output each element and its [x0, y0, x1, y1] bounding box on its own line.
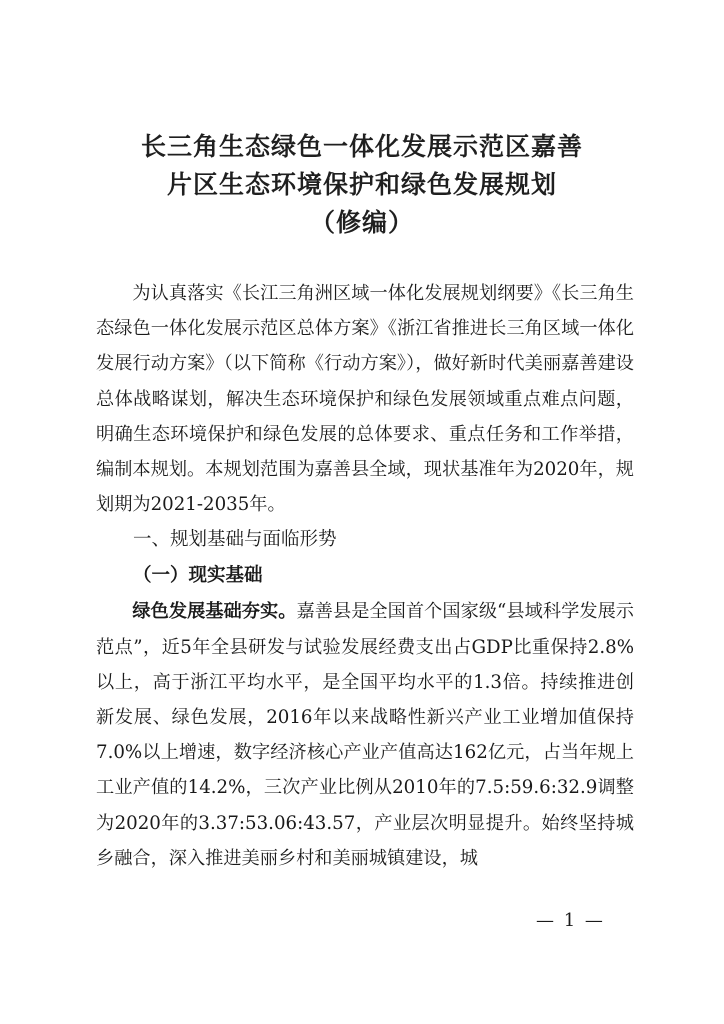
title-line-3: （修编） [309, 208, 414, 237]
subsection-heading: （一）现实基础 [133, 565, 263, 587]
page-number: — 1 — [536, 910, 605, 931]
paragraph-lead: 绿色发展基础夯实。 [132, 601, 297, 623]
title-line-2: 片区生态环境保护和绿色发展规划 [166, 170, 557, 199]
title-line-1: 长三角生态绿色一体化发展示范区嘉善 [140, 132, 583, 161]
document-title [80, 128, 644, 242]
paragraph-green-development [96, 594, 634, 876]
paragraph-body: 嘉善县是全国首个国家级“县域科学发展示范点”，近5年全县研发与试验发展经费支出占GDP比重保持2.8%以上，高于浙江平均水平，是全国平均水平的1.3倍。持续推进创新发展、绿色发展，2016年以来战略性新兴产业工业增加值保持7.0%以上增速，数字经济核心产业产值高达162亿元，占当年规上工业产值的14.2%，三次产业比例从2010年的7.5:59.6:32.9调整为2020年的3.37:53.06:43.57，产业层次明显提升。始终坚持城乡融合，深入推进美丽乡村和美丽城镇建设，城 [96, 601, 634, 869]
document-body [96, 276, 634, 876]
intro-paragraph: 为认真落实《长江三角洲区域一体化发展规划纲要》《长三角生态绿色一体化发展示范区总体方案》《浙江省推进长三角区域一体化发展行动方案》（以下简称《行动方案》），做好新时代美丽嘉善建设总体战略谋划，解决生态环境保护和绿色发展领域重点难点问题，明确生态环境保护和绿色发展的总体要求、重点任务和工作举措，编制本规划。本规划范围为嘉善县全域，现状基准年为2020年，规划期为2021-2035年。 [96, 283, 634, 516]
section-heading: 一、规划基础与面临形势 [133, 529, 337, 551]
